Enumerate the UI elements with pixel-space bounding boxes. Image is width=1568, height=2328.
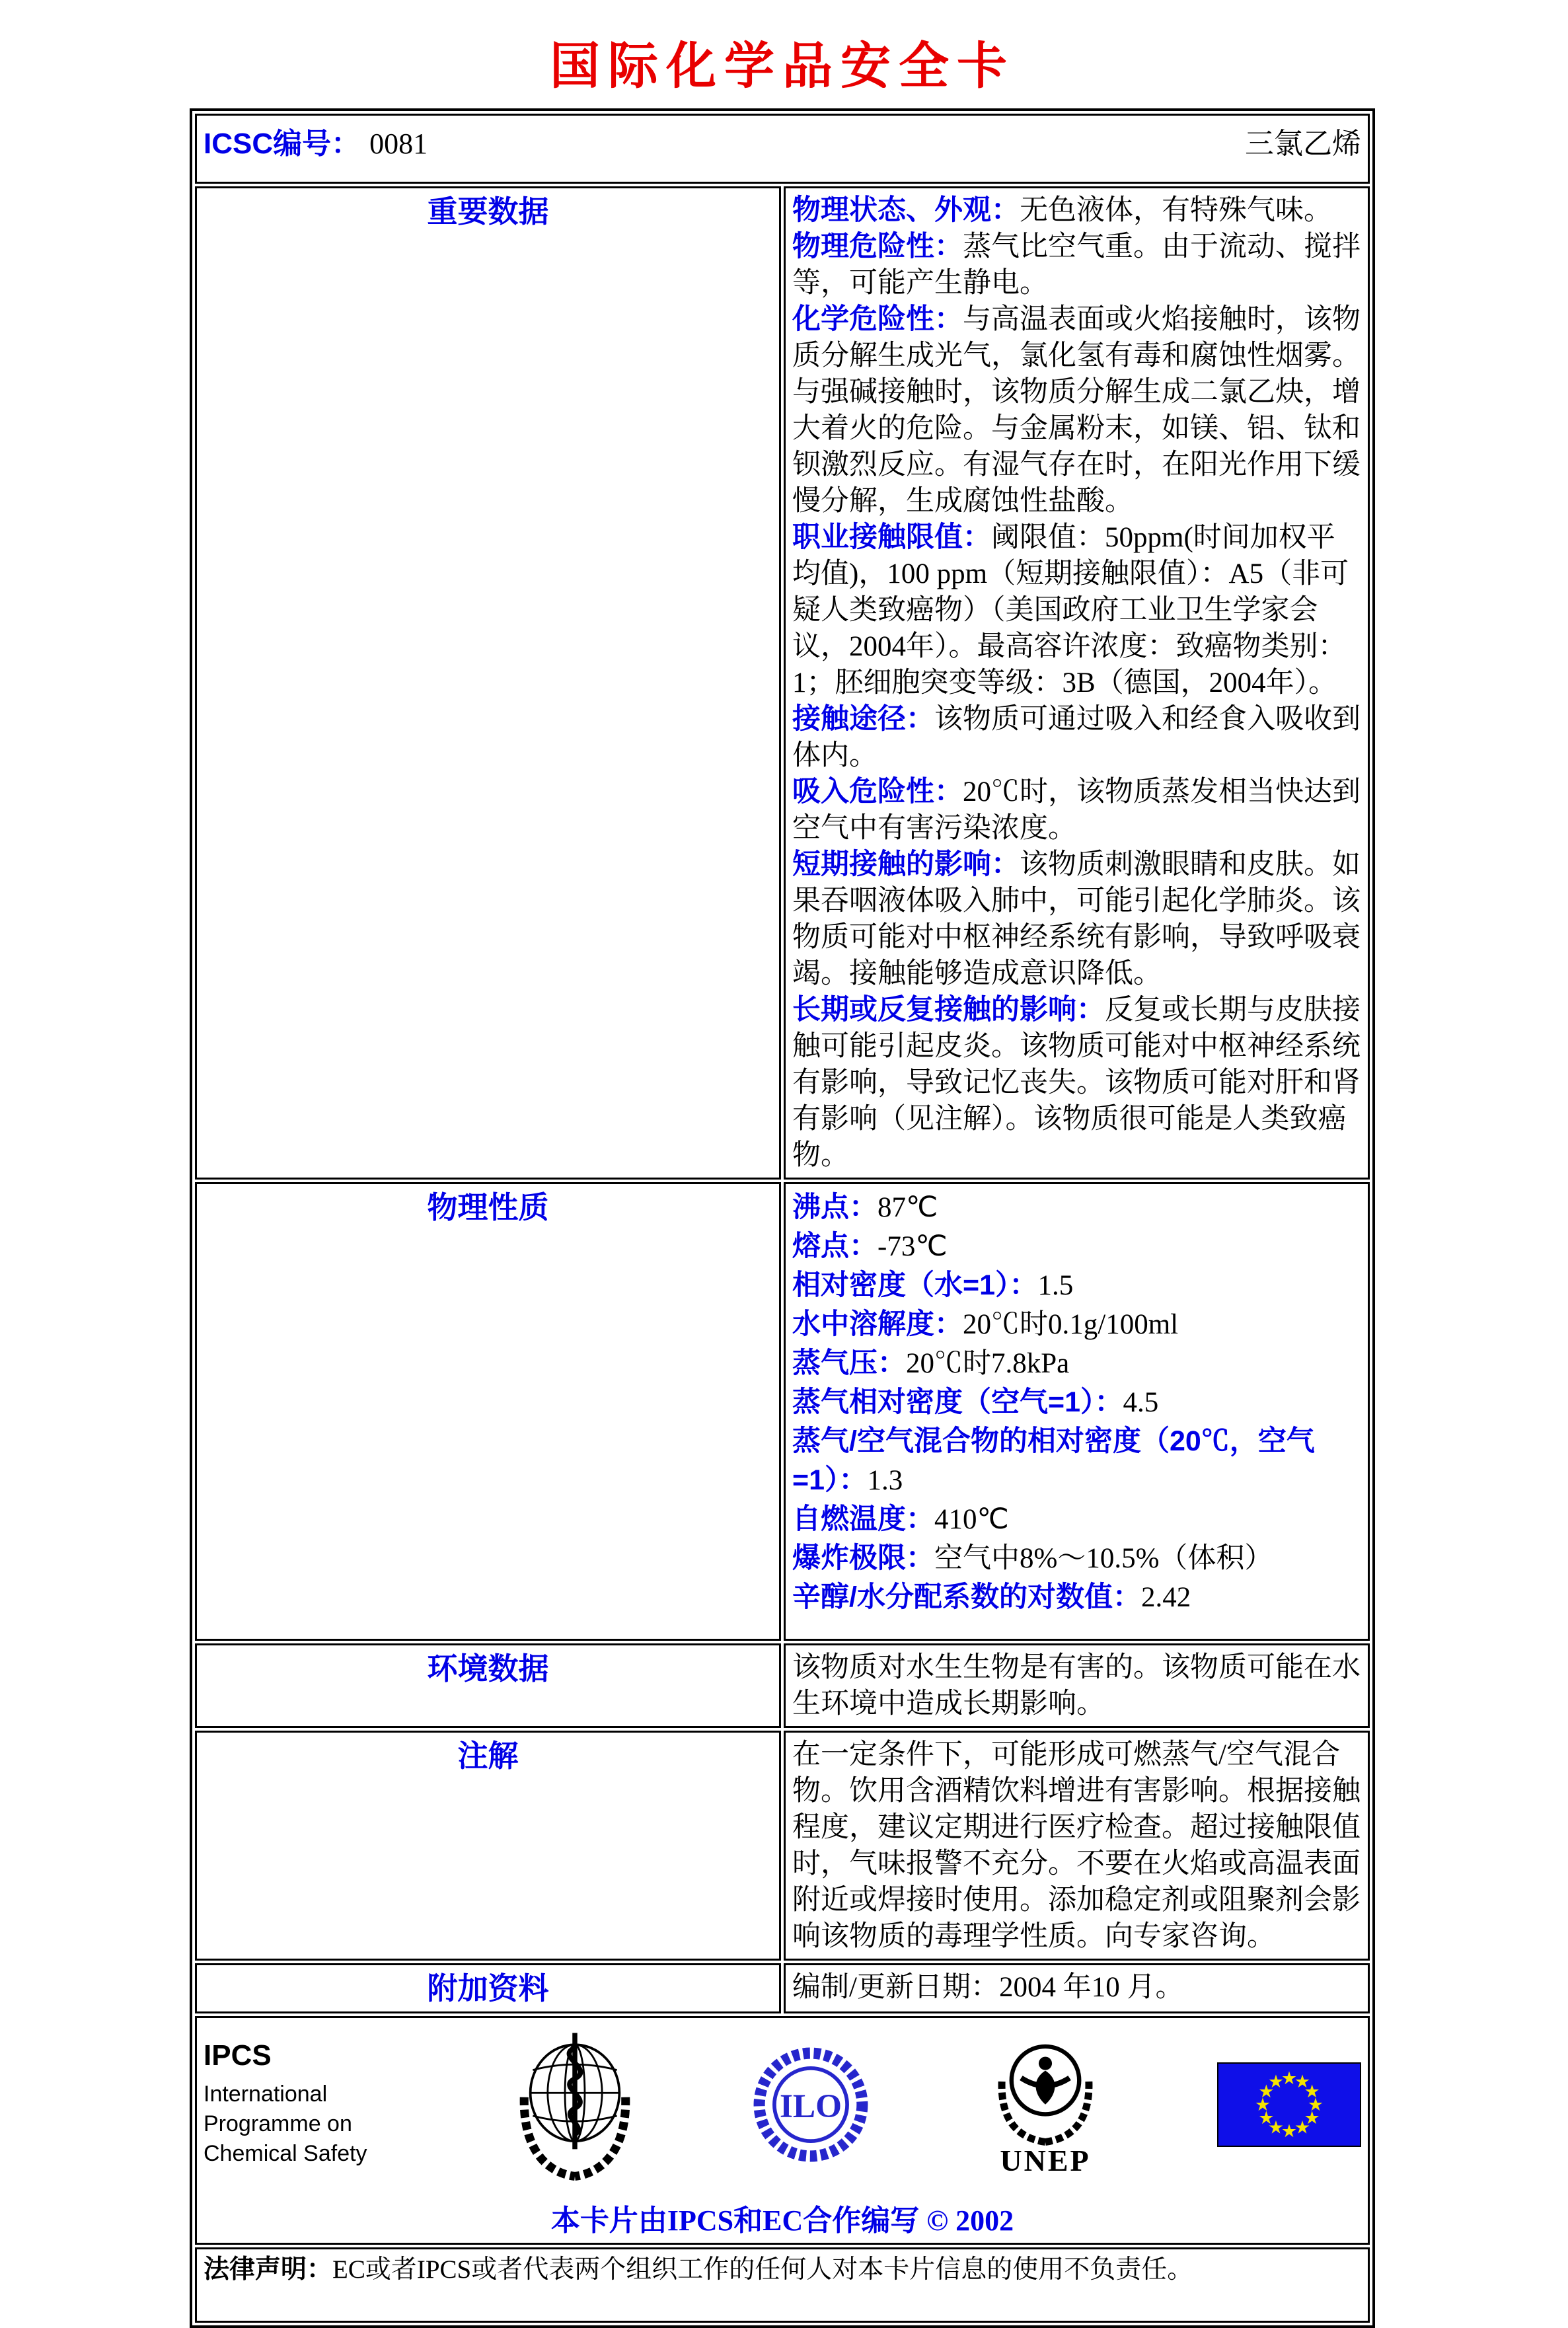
unep-icon [985,2032,1106,2146]
icsc-number-value: 0081 [369,128,428,160]
physical-properties-content [784,1182,1370,1641]
notes-label: 注解 [195,1731,781,1961]
ipcs-line: International [204,2082,328,2107]
legal-row [195,2247,1370,2323]
ipcs-text-block [204,2041,402,2169]
cooperation-caption: 本卡片由IPCS和EC合作编写 © 2002 [550,2204,1014,2237]
svg-text:★: ★ [1304,2082,1320,2102]
logos-row [195,2016,1370,2245]
important-item: 短期接触的影响：该物质刺激眼睛和皮肤。如果吞咽液体吸入肺中，可能引起化学肺炎。该物质可能对中枢神经系统有影响，导致呼吸衰竭。接触能够造成意识降低。 [792,848,1361,989]
icsc-table [190,108,1375,2328]
physical-properties-row [195,1182,1370,1641]
important-data-row [195,186,1370,1180]
svg-text:★: ★ [1294,2072,1311,2092]
who-icon [513,2028,637,2181]
environmental-data-label: 环境数据 [195,1643,781,1728]
logos-cell [195,2016,1370,2245]
environmental-data-content: 该物质对水生生物是有害的。该物质可能在水生环境中造成长期影响。 [784,1643,1370,1728]
page-title: 国际化学品安全卡 [550,36,1015,95]
notes-row [195,1731,1370,1961]
important-item: 接触途径：该物质可通过吸入和经食入吸收到体内。 [792,703,1361,771]
chemical-name: 三氯乙烯 [1245,128,1361,160]
legal-text: EC或者IPCS或者代表两个组织工作的任何人对本卡片信息的使用不负责任。 [332,2255,1193,2284]
ipcs-line: Chemical Safety [204,2141,367,2166]
important-item: 物理状态、外观：无色液体，有特殊气味。 [792,194,1332,226]
important-data-content [784,186,1370,1180]
ipcs-line: Programme on [204,2111,352,2136]
ipcs-title: IPCS [204,2039,272,2072]
icsc-number-group [204,120,428,162]
icsc-number-label: ICSC编号： [204,128,361,160]
notes-content: 在一定条件下，可能形成可燃蒸气/空气混合物。饮用含酒精饮料增进有害影响。根据接触程度，建议定期进行医疗检查。超过接触限值时，气味报警不充分。不要在火焰或高温表面附近或焊接时使用。添加稳定剂或阻聚剂会影响该物质的毒理学性质。向专家咨询。 [784,1731,1370,1961]
important-item: 化学危险性：与高温表面或火焰接触时，该物质分解生成光气，氯化氢有毒和腐蚀性烟雾。与强碱接触时，该物质分解生成二氯乙炔，增大着火的危险。与金属粉末，如镁、铝、钛和钡激烈反应。有湿气存在时，在阳光作用下缓慢分解，生成腐蚀性盐酸。 [792,303,1361,517]
physical-item: 自燃温度：410℃ [792,1503,1009,1535]
ilo-icon [748,2041,874,2169]
legal-label: 法律声明： [204,2255,333,2284]
svg-text:★: ★ [1267,2072,1285,2092]
svg-text:★: ★ [1267,2117,1285,2138]
svg-text:★: ★ [1254,2095,1271,2115]
additional-info-row [195,1963,1370,2013]
physical-item: 熔点：-73℃ [792,1230,948,1262]
physical-item: 蒸气/空气混合物的相对密度（20℃，空气=1）：1.3 [792,1425,1315,1496]
physical-item: 蒸气压：20℃时7.8kPa [792,1347,1070,1379]
physical-item: 相对密度（水=1）：1.5 [792,1269,1074,1301]
legal-cell [195,2247,1370,2323]
unep-wordmark: UNEP [1000,2143,1091,2177]
physical-item: 水中溶解度：20℃时0.1g/100ml [792,1308,1179,1340]
important-item: 物理危险性：蒸气比空气重。由于流动、搅拌等，可能产生静电。 [792,231,1361,299]
environmental-data-row [195,1643,1370,1728]
svg-text:★: ★ [1258,2082,1275,2102]
header-row [195,114,1370,184]
important-item: 长期或反复接触的影响：反复或长期与皮肤接触可能引起皮炎。该物质可能对中枢神经系统有影响，导致记忆丧失。该物质可能对肝和肾有影响（见注解）。该物质很可能是人类致癌物。 [792,994,1361,1171]
icsc-card-sheet [190,0,1375,2328]
svg-text:★: ★ [1294,2117,1311,2138]
physical-item: 爆炸极限：空气中8%～10.5%（体积） [792,1542,1273,1574]
eu-flag-icon [1217,2062,1361,2147]
svg-text:★: ★ [1307,2095,1324,2115]
svg-text:★: ★ [1304,2108,1320,2128]
additional-info-label: 附加资料 [195,1963,781,2013]
additional-info-content: 编制/更新日期：2004 年10 月。 [784,1963,1370,2013]
important-item: 职业接触限值：阈限值：50ppm(时间加权平均值)，100 ppm（短期接触限值）：A5（非可疑人类致癌物）（美国政府工业卫生学家会议，2004年）。最高容许浓度：致癌物类别：1；胚细胞突变等级：3B（德国，2004年）。 [792,521,1349,698]
unep-block [985,2032,1106,2178]
physical-properties-label: 物理性质 [195,1182,781,1641]
important-data-label: 重要数据 [195,186,781,1180]
physical-item: 蒸气相对密度（空气=1）：4.5 [792,1386,1159,1418]
ilo-monogram: ILO [779,2087,842,2125]
physical-item: 辛醇/水分配系数的对数值：2.42 [792,1581,1191,1613]
physical-item: 沸点：87℃ [792,1191,938,1223]
svg-text:★: ★ [1258,2108,1275,2128]
header-cell [195,114,1370,184]
svg-text:★: ★ [1281,2068,1298,2089]
important-item: 吸入危险性：20℃时，该物质蒸发相当快达到空气中有害污染浓度。 [792,776,1361,844]
svg-text:★: ★ [1281,2121,1298,2142]
